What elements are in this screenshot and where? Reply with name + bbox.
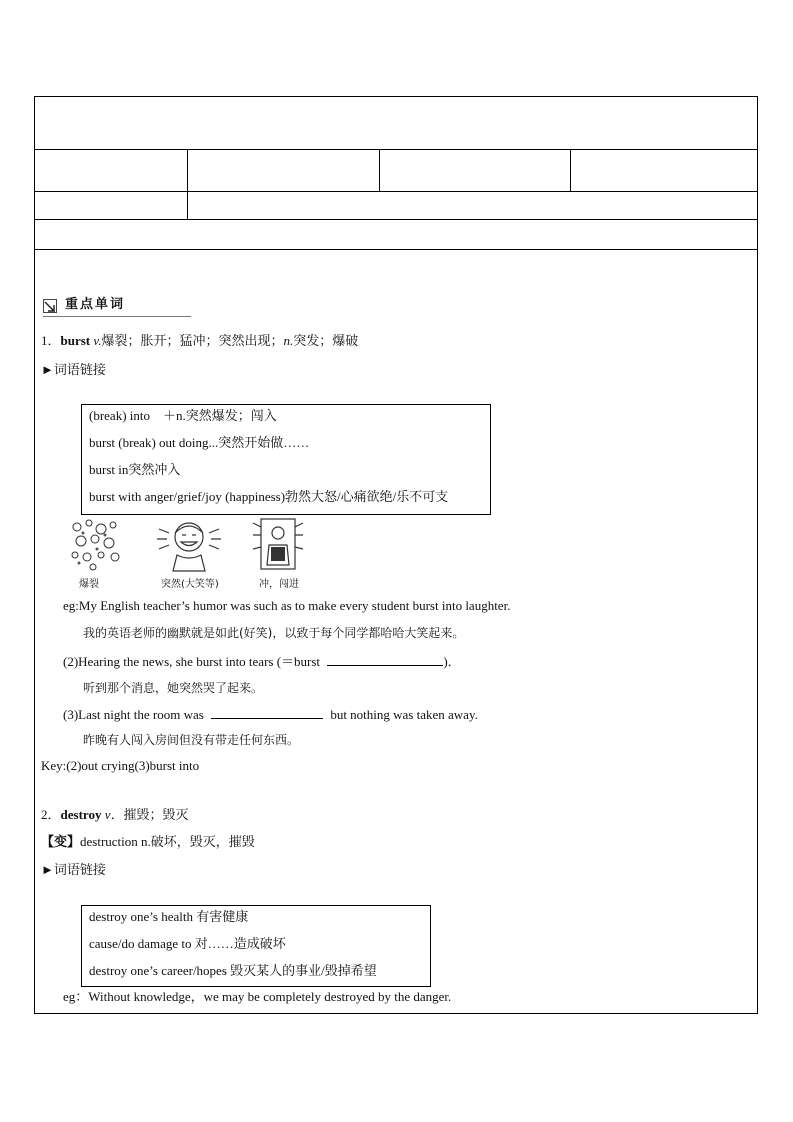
illustration-strip <box>65 515 305 591</box>
example-translation: 昨晚有人闯入房间但没有带走任何东西。 <box>83 733 300 747</box>
sentence-text: (3)Last night the room was <box>63 707 204 722</box>
phrase-item: burst in突然冲入 <box>89 462 181 477</box>
phrase-item: (break) into ＋n.突然爆发；闯入 <box>89 408 277 423</box>
phrase-link-label: ►词语链接 <box>41 862 106 877</box>
section-title: 重点单词 <box>65 297 126 312</box>
diagonal-arrow-icon <box>43 299 57 313</box>
table-rule <box>35 149 757 150</box>
illustration-caption: 突然(大笑等) <box>161 579 219 590</box>
part-of-speech: n. <box>283 333 294 348</box>
headword: burst <box>60 333 91 348</box>
definition: 爆裂；胀开；猛冲；突然出现； <box>101 333 284 348</box>
phrase-item: burst with anger/grief/joy (happiness)勃然大怒/心痛欲绝/乐不可支 <box>89 489 449 504</box>
worksheet-frame <box>34 96 758 1014</box>
example-sentence: eg：Without knowledge，we may be completely destroyed by the danger. <box>63 989 452 1004</box>
phrase-item: burst (break) out doing...突然开始做…… <box>89 435 310 450</box>
explosion-illustration <box>67 517 123 571</box>
headword: destroy <box>60 807 102 822</box>
definition: 摧毁；毁灭 <box>123 807 189 822</box>
laughing-face-illustration <box>153 515 225 573</box>
sentence-text: (2)Hearing the news, she burst into tears (＝burst <box>63 654 321 669</box>
word-number: 2． <box>41 807 61 822</box>
table-rule <box>35 249 757 250</box>
part-of-speech: v. <box>93 333 102 348</box>
example-sentence: eg:My English teacher’s humor was such as to make every student burst into laughter. <box>63 598 511 613</box>
example-sentence <box>63 653 461 670</box>
example-translation: 我的英语老师的幽默就是如此(好笑)，以致于每个同学都哈哈大笑起来。 <box>83 626 465 640</box>
heading-underline <box>43 316 191 317</box>
word1-heading <box>41 333 358 349</box>
table-rule <box>35 219 757 220</box>
table-divider <box>187 149 188 219</box>
table-divider <box>570 149 571 191</box>
table-divider <box>379 149 380 191</box>
fill-in-blank[interactable] <box>327 653 443 666</box>
burst-in-illustration <box>251 515 305 573</box>
example-translation: 听到那个消息，她突然哭了起来。 <box>83 681 264 695</box>
word2-heading <box>41 807 189 823</box>
phrase-box <box>81 905 431 987</box>
part-of-speech: v． <box>104 807 124 822</box>
variant-tag: 【变】 <box>41 834 81 849</box>
phrase-link-label: ►词语链接 <box>41 362 106 377</box>
word-variant <box>41 834 255 850</box>
fill-in-blank[interactable] <box>211 706 323 719</box>
variant-text: destruction n.破坏，毁灭，摧毁 <box>80 834 255 849</box>
illustration-caption: 爆裂 <box>79 579 99 590</box>
sentence-text: )． <box>443 654 461 669</box>
answer-key: Key:(2)out crying(3)burst into <box>41 758 200 773</box>
phrase-item: destroy one’s health 有害健康 <box>89 909 249 924</box>
example-sentence <box>63 706 478 723</box>
illustration-caption: 冲，闯进 <box>259 579 299 590</box>
phrase-item: cause/do damage to 对……造成破坏 <box>89 936 286 951</box>
definition: 突发；爆破 <box>293 333 359 348</box>
phrase-box <box>81 404 491 515</box>
table-rule <box>35 191 757 192</box>
word-number: 1． <box>41 333 61 348</box>
sentence-text: but nothing was taken away. <box>330 707 478 722</box>
section-heading <box>43 295 191 317</box>
phrase-item: destroy one’s career/hopes 毁灭某人的事业/毁掉希望 <box>89 963 377 978</box>
